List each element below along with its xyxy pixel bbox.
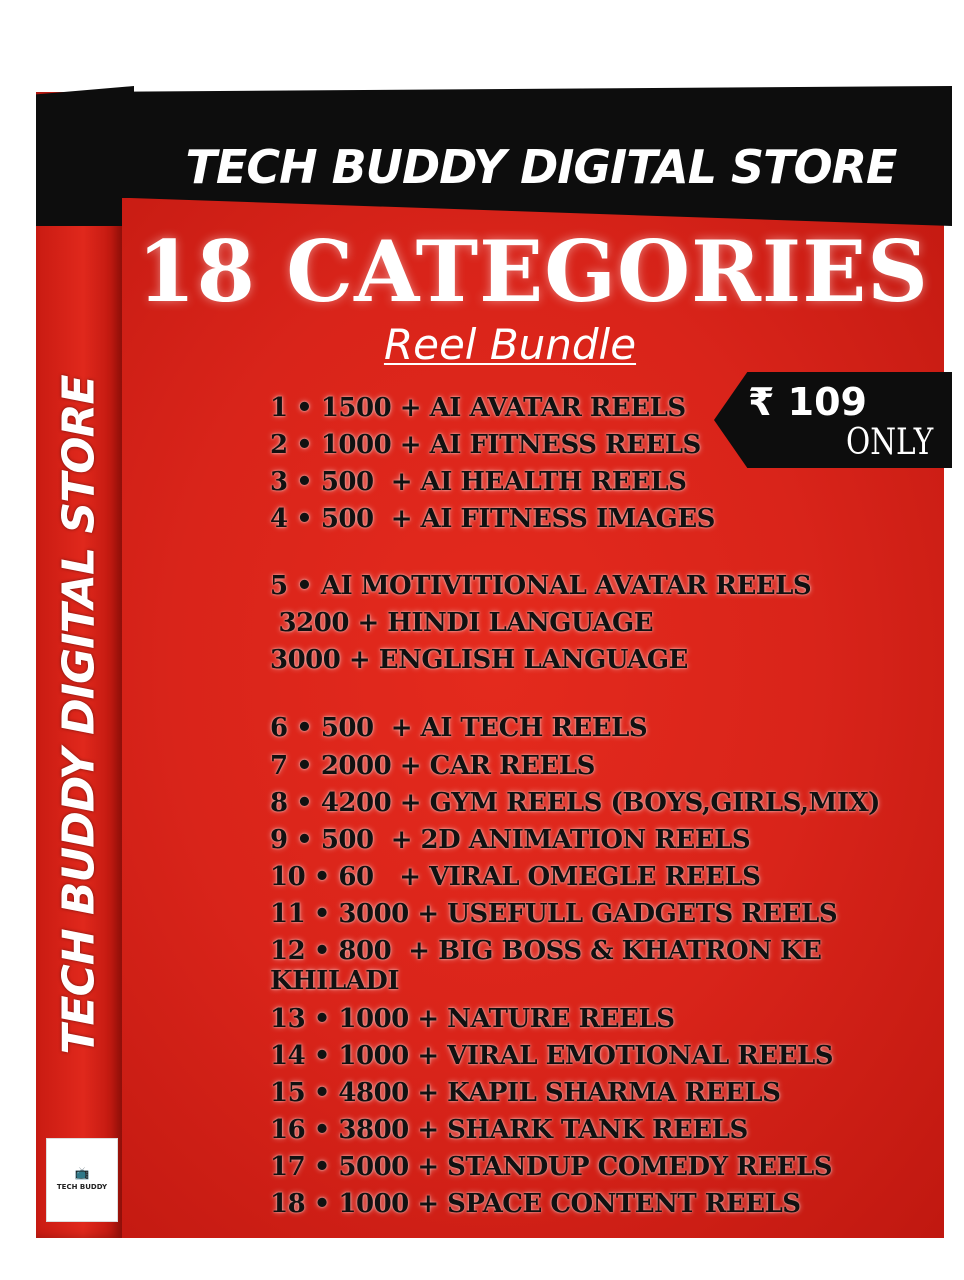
list-item: 8 • 4200 + GYM REELS (BOYS,GIRLS,MIX): [270, 788, 880, 818]
list-item: 2 • 1000 + AI FITNESS REELS: [270, 430, 701, 460]
list-item: 10 • 60 + VIRAL OMEGLE REELS: [270, 862, 761, 892]
list-item: 4 • 500 + AI FITNESS IMAGES: [270, 504, 715, 534]
list-item: 18 • 1000 + SPACE CONTENT REELS: [270, 1189, 801, 1219]
list-item: 9 • 500 + 2D ANIMATION REELS: [270, 825, 751, 855]
tv-icon: 📺: [74, 1166, 90, 1180]
list-item: 16 • 3800 + SHARK TANK REELS: [270, 1115, 748, 1145]
list-item: 6 • 500 + AI TECH REELS: [270, 713, 648, 743]
list-item: 3 • 500 + AI HEALTH REELS: [270, 467, 687, 497]
list-item: 15 • 4800 + KAPIL SHARMA REELS: [270, 1078, 781, 1108]
list-item: 11 • 3000 + USEFULL GADGETS REELS: [270, 899, 838, 929]
store-name: TECH BUDDY DIGITAL STORE: [185, 140, 897, 194]
list-item: 3200 + HINDI LANGUAGE: [270, 608, 654, 638]
price-amount: ₹ 109: [748, 380, 867, 424]
list-item: 5 • AI MOTIVITIONAL AVATAR REELS: [270, 571, 812, 601]
list-item: 7 • 2000 + CAR REELS: [270, 751, 595, 781]
logo-name: TECH BUDDY: [56, 1183, 108, 1191]
spine-top-band: [36, 86, 134, 226]
brand-logo: [46, 1138, 118, 1222]
list-item: 14 • 1000 + VIRAL EMOTIONAL REELS: [270, 1041, 834, 1071]
list-item: 17 • 5000 + STANDUP COMEDY REELS: [270, 1152, 833, 1182]
list-item: 1 • 1500 + AI AVATAR REELS: [270, 393, 686, 423]
spine-store-name: TECH BUDDY DIGITAL STORE: [53, 375, 105, 1055]
price-suffix: ONLY: [846, 422, 934, 463]
subheadline: Reel Bundle: [383, 320, 637, 369]
headline: 18 CATEGORIES: [137, 222, 929, 321]
list-item: 13 • 1000 + NATURE REELS: [270, 1004, 675, 1034]
list-item: 12 • 800 + BIG BOSS & KHATRON KE: [270, 936, 822, 966]
list-item: KHILADI: [270, 966, 399, 996]
list-item: 3000 + ENGLISH LANGUAGE: [270, 645, 688, 675]
